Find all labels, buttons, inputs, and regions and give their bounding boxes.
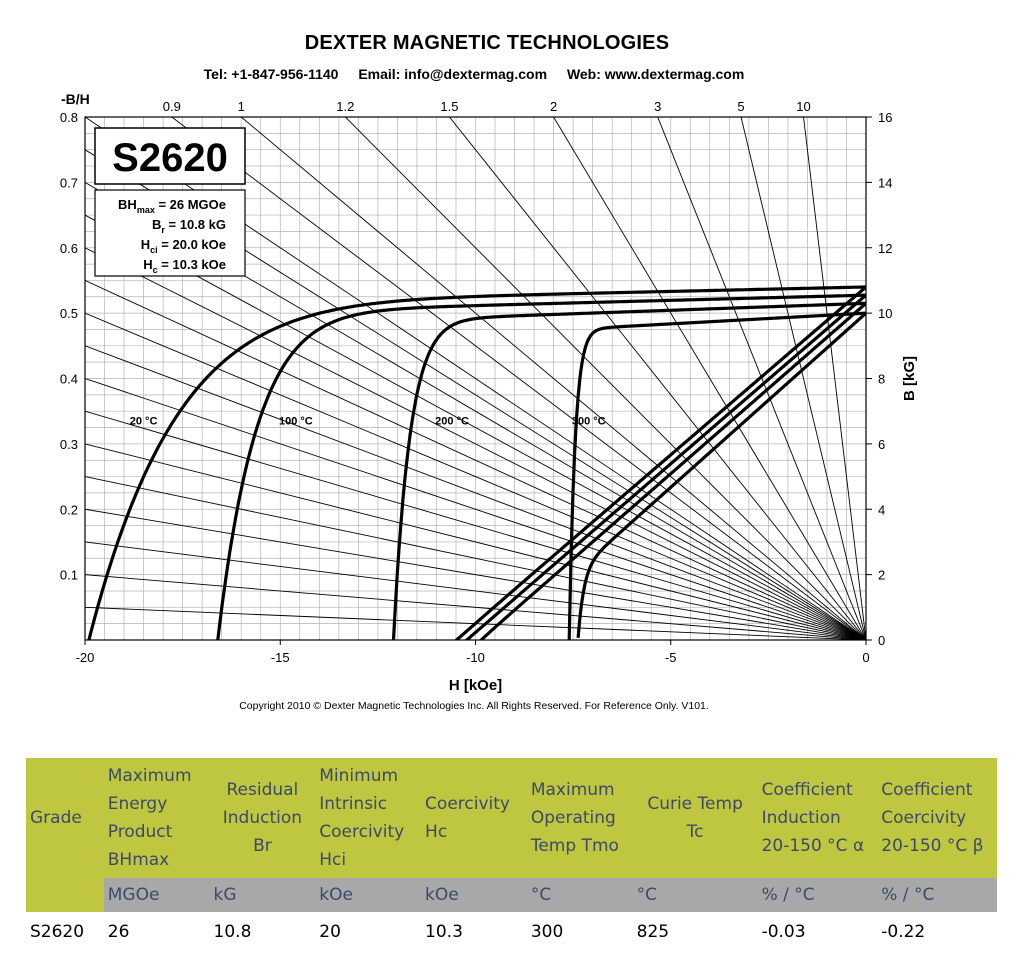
value-cell: 26 [107,922,130,942]
value-cell: 10.3 [425,922,463,942]
load-line-label: 10 [796,99,811,114]
copyright: Copyright 2010 © Dexter Magnetic Technologies Inc. All Rights Reserved. For Reference Only. V101. [239,700,709,712]
spec-line: $BH_{max} = 26$ MGOe [118,197,226,215]
y-tick-label-right: 2 [878,567,886,583]
y-tick-label-left: 0.8 [59,110,78,125]
series-label: 300 °C [571,415,606,428]
col-tmo: Maximum Operating Temp Tmo [527,758,633,878]
y-tick-label-right: 8 [878,371,886,387]
y-tick-label-right: 6 [878,436,886,452]
y-tick-label-left: 0.6 [59,240,78,256]
x-tick-label: -20 [75,650,95,665]
unit-cell: °C [633,878,758,912]
series-label: 20 °C [129,415,158,428]
value-cell: 10.8 [213,922,252,942]
value-cell: 300 [530,922,564,942]
unit-cell: kOe [421,878,527,912]
spec-line: $H_{ci} = 20.0$ kOe [140,237,226,255]
value-cell: -0.03 [761,922,806,942]
unit-cell: kG [210,878,316,912]
y-tick-label-left: 0.3 [59,436,78,452]
y-tick-label-left: 0.4 [59,371,78,387]
website: Web: www.dextermag.com [566,66,745,82]
y-tick-label-right: 0 [878,633,886,648]
value-cell: 825 [636,922,670,942]
spec-line: $H_c = 10.3$ kOe [143,257,226,275]
units-row [26,878,997,912]
intrinsic-curve [89,287,866,640]
y-tick-label-right: 16 [878,110,893,125]
unit-cell: MGOe [104,878,210,912]
curves [89,287,866,646]
phone: Tel: +1-847-956-1140 [203,66,339,82]
normal-curve [461,295,866,645]
properties-table [26,758,997,948]
grade-label: S2620 [112,136,228,180]
col-beta: Coefficient Coercivity 20-150 °C β [877,758,997,878]
col-tc: Curie Temp Tc [633,758,758,878]
load-line-label: 1 [237,99,245,114]
x-tick-label: -5 [664,650,677,665]
email: Email: info@dextermag.com [358,66,548,82]
spec-line: $B_r = 10.8$ kG [152,217,226,235]
col-alpha: Coefficient Induction 20-150 °C α [758,758,878,878]
y-tick-label-right: 10 [878,306,893,322]
series-label: 100 °C [278,415,313,428]
col-hci: Minimum Intrinsic Coercivity Hci [315,758,421,878]
load-line-label: 2 [549,99,558,114]
y-tick-label-left: 0.2 [59,502,78,518]
unit-cell [26,878,104,912]
col-br: Residual Induction Br [210,758,316,878]
page-title: DEXTER MAGNETIC TECHNOLOGIES [304,32,670,54]
col-grade: Grade [26,758,104,878]
unit-cell: °C [527,878,633,912]
grade-cell: S2620 [30,922,85,942]
value-cell: -0.22 [881,922,926,942]
load-line-label: 5 [737,99,745,114]
unit-cell: % / °C [758,878,878,912]
x-tick-label: -15 [270,650,290,665]
load-line-label: 0.9 [162,99,181,114]
y-tick-label-left: 0.1 [59,567,78,583]
series-label: 200 °C [435,415,469,428]
value-cell: 20 [319,922,341,942]
unit-cell: % / °C [877,878,997,912]
y-tick-label-right: 14 [878,175,893,191]
normal-curve [450,287,866,646]
y-tick-label-right: 4 [878,502,886,518]
x-tick-label: 0 [862,650,870,665]
col-bhmax: Maximum Energy Product BHmax [104,758,210,878]
y-tick-label-right: 12 [878,240,893,256]
y-axis-label-left: -B/H [61,91,90,107]
load-line-label: 1.2 [336,99,355,114]
unit-cell: kOe [315,878,421,912]
y-tick-label-left: 0.7 [59,175,78,191]
x-axis-label: H [kOe] [448,677,503,694]
y-tick-label-left: 0.5 [59,306,78,322]
load-line-label: 3 [654,99,662,114]
x-tick-label: -10 [466,650,485,665]
load-line-label: 1.5 [440,99,459,114]
table-header-row [26,758,997,878]
col-hc: Coercivity Hc [421,758,527,878]
table-row [26,912,997,948]
y-axis-label-right: B [kG] [901,356,918,401]
